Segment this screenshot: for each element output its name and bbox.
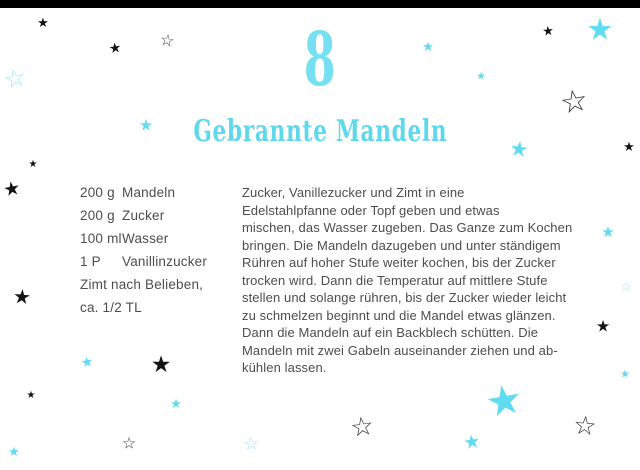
ingredient-row: [80, 296, 240, 319]
instructions-paragraph: [242, 184, 577, 377]
star-icon: ★: [620, 368, 630, 381]
star-icon: ★: [541, 22, 555, 39]
star-icon: ★: [37, 15, 49, 31]
star-icon: ★: [150, 351, 172, 378]
star-icon: ★: [107, 38, 123, 57]
star-icon: ★: [601, 224, 615, 242]
star-icon: ★: [476, 70, 486, 83]
ingredient-row: [80, 273, 240, 296]
star-outline-icon: ☆: [121, 435, 137, 453]
star-icon: ★: [462, 431, 482, 455]
star-icon: ★: [26, 389, 36, 401]
ingredient-qty: 200 g: [80, 185, 115, 200]
ingredient-qty: 100 ml: [80, 231, 122, 246]
star-icon: ★: [595, 318, 611, 336]
star-outline-icon: ☆: [572, 409, 598, 442]
ingredient-row: [80, 204, 240, 227]
star-icon: ★: [623, 139, 635, 155]
star-icon: ★: [586, 13, 614, 47]
ingredient-name: Zimt nach Belieben,: [80, 277, 204, 292]
star-icon: ★: [422, 39, 434, 55]
star-outline-icon: ☆: [620, 279, 632, 295]
ingredient-name: Wasser: [122, 231, 169, 246]
instruction-line: kühlen lassen.: [242, 360, 327, 375]
ingredient-qty: 1 P: [80, 254, 101, 269]
star-icon: ★: [508, 136, 530, 163]
star-icon: ★: [8, 444, 20, 460]
star-icon: ★: [1, 177, 23, 202]
instruction-line: Dann die Mandeln auf ein Backblech schütten. Die: [242, 325, 539, 340]
ingredients-list: [80, 181, 240, 319]
instruction-line: Mandeln mit zwei Gabeln auseinander ziehen und ab-: [242, 342, 558, 358]
ingredient-row: [80, 250, 240, 273]
ingredient-qty: 200 g: [80, 208, 115, 223]
instruction-line: trocken wird. Dann die Temperatur auf mittlere Stufe: [242, 272, 548, 288]
instruction-line: stellen und solange rühren, bis der Zucker wieder leicht: [242, 290, 567, 305]
ingredient-name: Mandeln: [122, 185, 176, 200]
star-outline-icon: ☆: [242, 432, 260, 455]
star-icon: ★: [79, 352, 95, 371]
ingredient-row: [80, 181, 240, 204]
ingredient-name: Zucker: [122, 208, 165, 223]
top-border-bar: [0, 0, 640, 8]
recipe-title-text: Gebrannte Mandeln: [193, 114, 447, 149]
page-number-text: 8: [304, 17, 336, 103]
instruction-line: Zucker, Vanillezucker und Zimt in eine: [242, 185, 465, 200]
star-outline-icon: ☆: [557, 81, 591, 122]
instruction-line: zu schmelzen beginnt und die Mandel etwas glänzen.: [242, 307, 556, 323]
star-icon: ★: [28, 158, 38, 170]
star-outline-icon: ☆: [1, 63, 29, 95]
instruction-line: mischen, das Wasser zugeben. Das Ganze zum Kochen: [242, 220, 573, 235]
instruction-line: bringen. Die Mandeln dazugeben und unter ständigem: [242, 237, 561, 253]
star-icon: ★: [170, 396, 182, 412]
star-outline-icon: ☆: [348, 410, 376, 443]
ingredient-name: ca. 1/2 TL: [80, 300, 142, 315]
star-outline-icon: ☆: [158, 31, 176, 51]
star-icon: ★: [12, 285, 32, 310]
star-icon: ★: [138, 117, 154, 135]
instruction-line: Edelstahlpfanne oder Topf geben und etwas: [242, 202, 500, 218]
star-icon: ★: [481, 374, 527, 427]
recipe-title: [0, 114, 640, 149]
page-number: [0, 17, 640, 103]
instruction-line: Rühren auf hoher Stufe weiter kochen, bis der Zucker: [242, 255, 556, 270]
ingredient-row: [80, 227, 240, 250]
ingredient-name: Vanillinzucker: [122, 254, 208, 269]
